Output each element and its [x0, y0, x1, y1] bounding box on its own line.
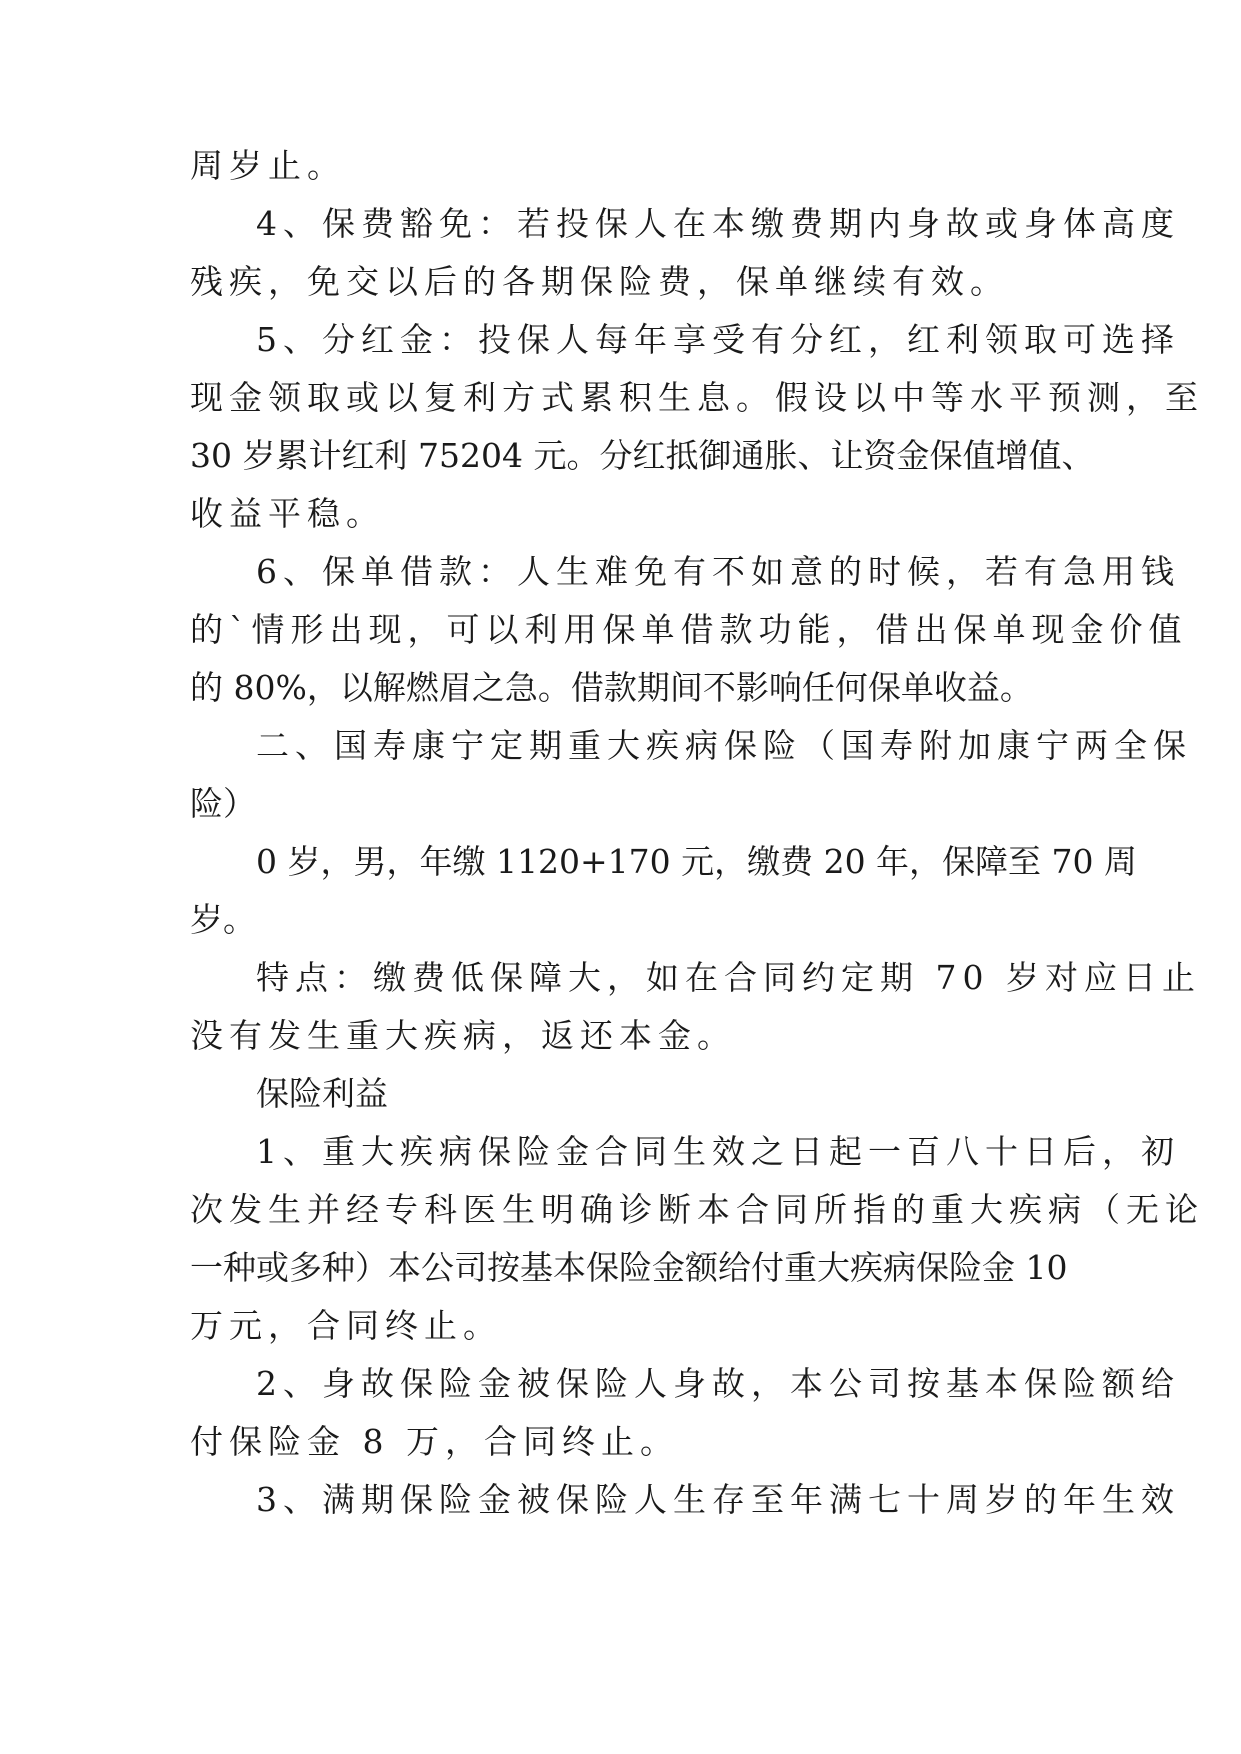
text-line: 3、满期保险金被保险人生存至年满七十周岁的年生效 [256, 1480, 1180, 1519]
text-line: 现金领取或以复利方式累积生息。假设以中等水平预测，至 [190, 378, 1204, 417]
text-line: 4、保费豁免：若投保人在本缴费期内身故或身体高度 [256, 204, 1180, 243]
text-line: 的 80%，以解燃眉之急。借款期间不影响任何保单收益。 [190, 668, 1033, 707]
document-page [190, 0, 1204, 1754]
text-line: 险） [190, 784, 256, 823]
text-line: 一种或多种）本公司按基本保险金额给付重大疾病保险金 10 [190, 1248, 1068, 1287]
section-heading: 保险利益 [256, 1074, 388, 1113]
text-line: 收益平稳。 [190, 494, 385, 533]
text-line: 没有发生重大疾病，返还本金。 [190, 1016, 736, 1055]
text-line: 二、国寿康宁定期重大疾病保险（国寿附加康宁两全保 [256, 726, 1192, 765]
text-line: 1、重大疾病保险金合同生效之日起一百八十日后，初 [256, 1132, 1180, 1171]
text-line: 万元，合同终止。 [190, 1306, 502, 1345]
text-line: 2、身故保险金被保险人身故，本公司按基本保险额给 [256, 1364, 1180, 1403]
text-line: 次发生并经专科医生明确诊断本合同所指的重大疾病（无论 [190, 1190, 1204, 1229]
text-line: 特点：缴费低保障大，如在合同约定期 70 岁对应日止 [256, 958, 1201, 997]
text-line: 付保险金 8 万，合同终止。 [190, 1422, 679, 1461]
text-line: 5、分红金：投保人每年享受有分红，红利领取可选择 [256, 320, 1180, 359]
text-line: 30 岁累计红利 75204 元。分红抵御通胀、让资金保值增值、 [190, 436, 1095, 475]
text-line: 残疾，免交以后的各期保险费，保单继续有效。 [190, 262, 1009, 301]
text-line: 周岁止。 [190, 146, 346, 185]
text-line: 的`情形出现，可以利用保单借款功能，借出保单现金价值 [190, 610, 1188, 649]
text-line: 岁。 [190, 900, 256, 939]
text-line: 0 岁，男，年缴 1120+170 元，缴费 20 年，保障至 70 周 [256, 842, 1138, 881]
text-line: 6、保单借款：人生难免有不如意的时候，若有急用钱 [256, 552, 1180, 591]
